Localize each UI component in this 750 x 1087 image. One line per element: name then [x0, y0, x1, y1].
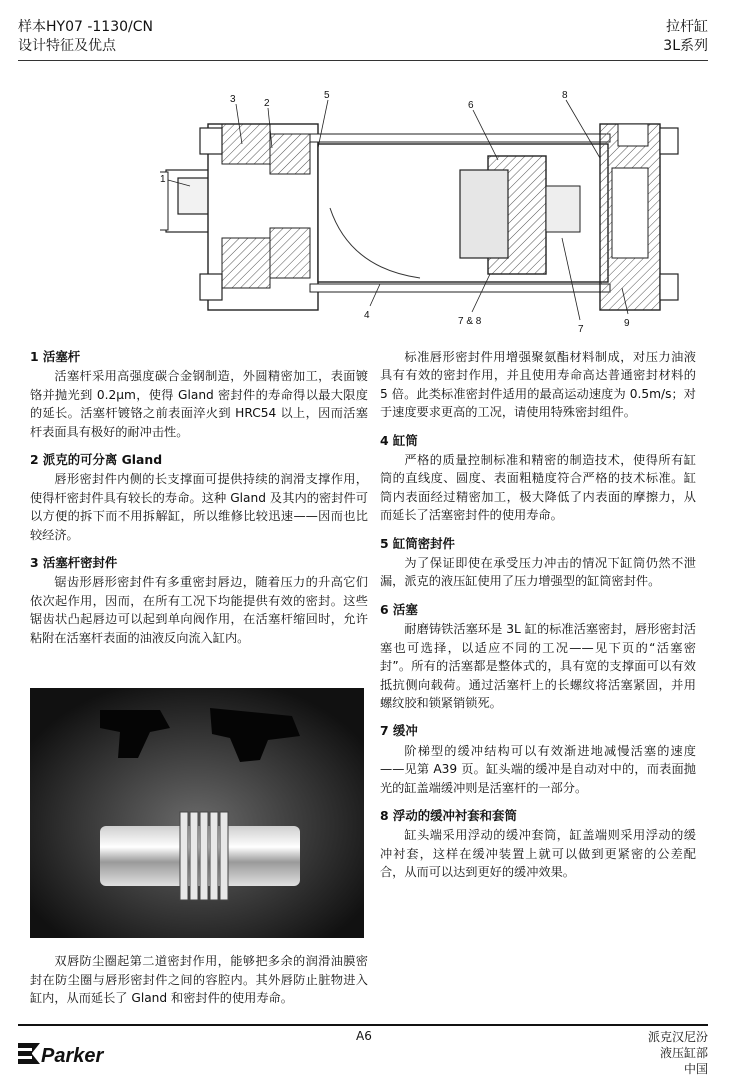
- section-barrel-seal: [380, 535, 696, 591]
- parker-logo: [18, 1040, 130, 1066]
- section-heading: 1 活塞杆: [30, 349, 81, 364]
- section-heading: 3 活塞杆密封件: [30, 555, 118, 571]
- page-number: A6: [356, 1029, 372, 1043]
- section-heading: 5 缸筒密封件: [380, 535, 455, 551]
- logo-wordmark: Parker: [41, 1045, 104, 1066]
- section-rod-seal: [30, 554, 368, 647]
- product-name: 拉杆缸: [666, 19, 708, 35]
- seal-photo: [30, 688, 364, 938]
- section-body: 阶梯型的缓冲结构可以有效渐进地减慢活塞的速度——见第 A39 页。缸头端的缓冲是自动对中的，而表面抛光的缸盖端缓冲则是活塞杆的一部分。: [380, 743, 696, 795]
- section-body: 缸头端采用浮动的缓冲套筒，缸盖端则采用浮动的缓冲衬套，这样在缓冲装置上就可以做到更紧密的公差配合，从而可以达到更好的缓冲效果。: [380, 828, 696, 880]
- section-heading: 8 浮动的缓冲衬套和套筒: [380, 807, 517, 823]
- callout-5: 5: [324, 90, 330, 101]
- header-left: [18, 18, 153, 56]
- section-piston: [380, 601, 696, 712]
- page-title: 设计特征及优点: [18, 38, 116, 54]
- header-right: [663, 18, 708, 56]
- company-name: 派克汉尼汾: [647, 1030, 708, 1044]
- footer-rule: [18, 1024, 708, 1026]
- right-column: [380, 348, 696, 892]
- section-heading: 2 派克的可分离 Gland: [30, 452, 163, 468]
- callout-1: 1: [160, 174, 166, 185]
- callout-4: 4: [364, 310, 370, 321]
- footer-company: [648, 1029, 708, 1077]
- section-gland: [30, 451, 368, 544]
- callout-3: 3: [230, 94, 236, 105]
- section-body: 标准唇形密封件用增强聚氨酯材料制成，对压力油液具有有效的密封作用，并且使用寿命高达普通密封材料的 5 倍。此类标准密封件适用的最高运动速度为 0.5m/s；对于速度要求更高的工况，请使用特殊密封组件。: [380, 350, 696, 420]
- section-heading: 6 活塞: [380, 601, 418, 617]
- section-heading: 7 缓冲: [380, 723, 418, 739]
- catalog-number: 样本HY07 -1130/CN: [18, 19, 153, 35]
- callout-9: 9: [624, 318, 630, 329]
- section-piston-rod: [30, 348, 368, 441]
- header-rule: [18, 60, 708, 61]
- section-floating-bushing: [380, 807, 696, 882]
- callout-7-and-8: 7 & 8: [458, 316, 482, 327]
- division-name: 液压缸部: [659, 1046, 708, 1060]
- country-name: 中国: [683, 1062, 708, 1076]
- section-heading: 4 缸筒: [380, 432, 418, 448]
- section-barrel: [380, 432, 696, 525]
- callout-7: 7: [578, 324, 584, 335]
- section-body: 严格的质量控制标准和精密的制造技术，使得所有缸筒的直线度、圆度、表面粗糙度符合严格的技术标准。缸筒内表面经过精密加工，极大降低了内表面的摩擦力，从而延长了活塞密封件的使用寿命。: [380, 453, 696, 523]
- left-column: [30, 348, 368, 657]
- section-body: 活塞杆采用高强度碳合金钢制造，外圆精密加工，表面镀铬并抛光到 0.2μm，使得 Gland 密封件的寿命得以最大限度的延长。活塞杆镀铬之前表面淬火到 HRC54 以上，因而活塞杆表面具有极好的耐冲击性。: [30, 369, 368, 439]
- section-seal-intro: [380, 348, 696, 422]
- section-body: 唇形密封件内侧的长支撑面可提供持续的润滑支撑作用，使得杆密封件具有较长的寿命。这种 Gland 及其内的密封件可以方便的拆下而不用拆解缸，所以维修比较迅速——因而也比较经济。: [30, 472, 368, 542]
- callout-8: 8: [562, 90, 568, 101]
- section-cushion: [380, 722, 696, 797]
- series-name: 3L系列: [663, 38, 708, 54]
- callout-6: 6: [468, 100, 474, 111]
- section-body: 耐磨铸铁活塞环是 3L 缸的标准活塞密封，唇形密封活塞也可选择，以适应不同的工况——见下页的“活塞密封”。所有的活塞都是整体式的，具有宽的支撑面可以有效抵抗侧向载荷。通过活塞杆上的长螺纹将活塞紧固，并用螺纹胶和锁紧销锁死。: [380, 622, 696, 710]
- photo-caption: 双唇防尘圈起第二道密封作用，能够把多余的润滑油膜密封在防尘圈与唇形密封件之间的容腔内。其外唇防止脏物进入缸内，从而延长了 Gland 和密封件的使用寿命。: [30, 954, 368, 1005]
- section-body: 锯齿形唇形密封件有多重密封唇边，随着压力的升高它们依次起作用，因而，在所有工况下均能提供有效的密封。这些锯齿状凸起唇边可以起到单向阀作用，在活塞杆缩回时，允许粘附在活塞杆表面的油液反向流入缸内。: [30, 575, 368, 645]
- section-body: 为了保证即使在承受压力冲击的情况下缸筒仍然不泄漏，派克的液压缸使用了压力增强型的缸筒密封件。: [380, 556, 696, 589]
- callout-2: 2: [264, 98, 270, 109]
- cylinder-cross-section-diagram: [160, 88, 680, 350]
